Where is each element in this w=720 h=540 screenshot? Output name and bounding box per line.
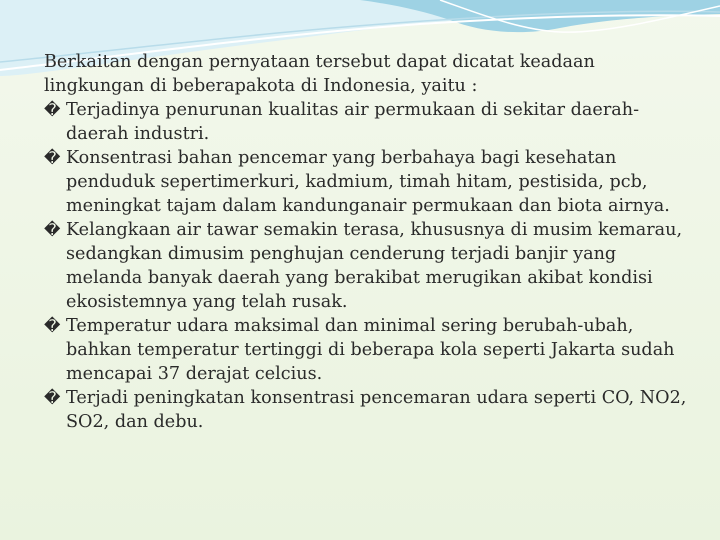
list-item [44, 386, 694, 434]
bullet-icon: � [44, 220, 61, 239]
list-item [44, 218, 694, 314]
bullet-icon: � [44, 388, 61, 407]
bullet-list [44, 98, 694, 434]
intro-paragraph: Berkaitan dengan pernyataan tersebut dapat dicatat keadaan lingkungan di beberapakota di Indonesia, yaitu : [44, 52, 595, 96]
bullet-text: Kelangkaan air tawar semakin terasa, khususnya di musim kemarau, sedangkan dimusim penghujan cenderung terjadi banjir yang melanda banyak daerah yang berakibat merugikan akibat kondisi ekosistemnya yang telah rusak. [66, 220, 683, 312]
bullet-text: Terjadinya penurunan kualitas air permukaan di sekitar daerah-daerah industri. [66, 100, 640, 144]
list-item [44, 314, 694, 386]
bullet-text: Konsentrasi bahan pencemar yang berbahaya bagi kesehatan penduduk sepertimerkuri, kadmium, timah hitam, pestisida, pcb, meningkat tajam dalam kandunganair permukaan dan biota airnya. [66, 148, 670, 216]
bullet-text: Terjadi peningkatan konsentrasi pencemaran udara seperti CO, NO2, SO2, dan debu. [66, 388, 687, 432]
bullet-icon: � [44, 100, 61, 119]
bullet-icon: � [44, 148, 61, 167]
bullet-text: Temperatur udara maksimal dan minimal sering berubah-ubah, bahkan temperatur tertinggi di beberapa kola seperti Jakarta sudah mencapai 37 derajat celcius. [66, 316, 675, 384]
bullet-icon: � [44, 316, 61, 335]
list-item [44, 146, 694, 218]
list-item [44, 98, 694, 146]
slide-content [44, 50, 694, 434]
